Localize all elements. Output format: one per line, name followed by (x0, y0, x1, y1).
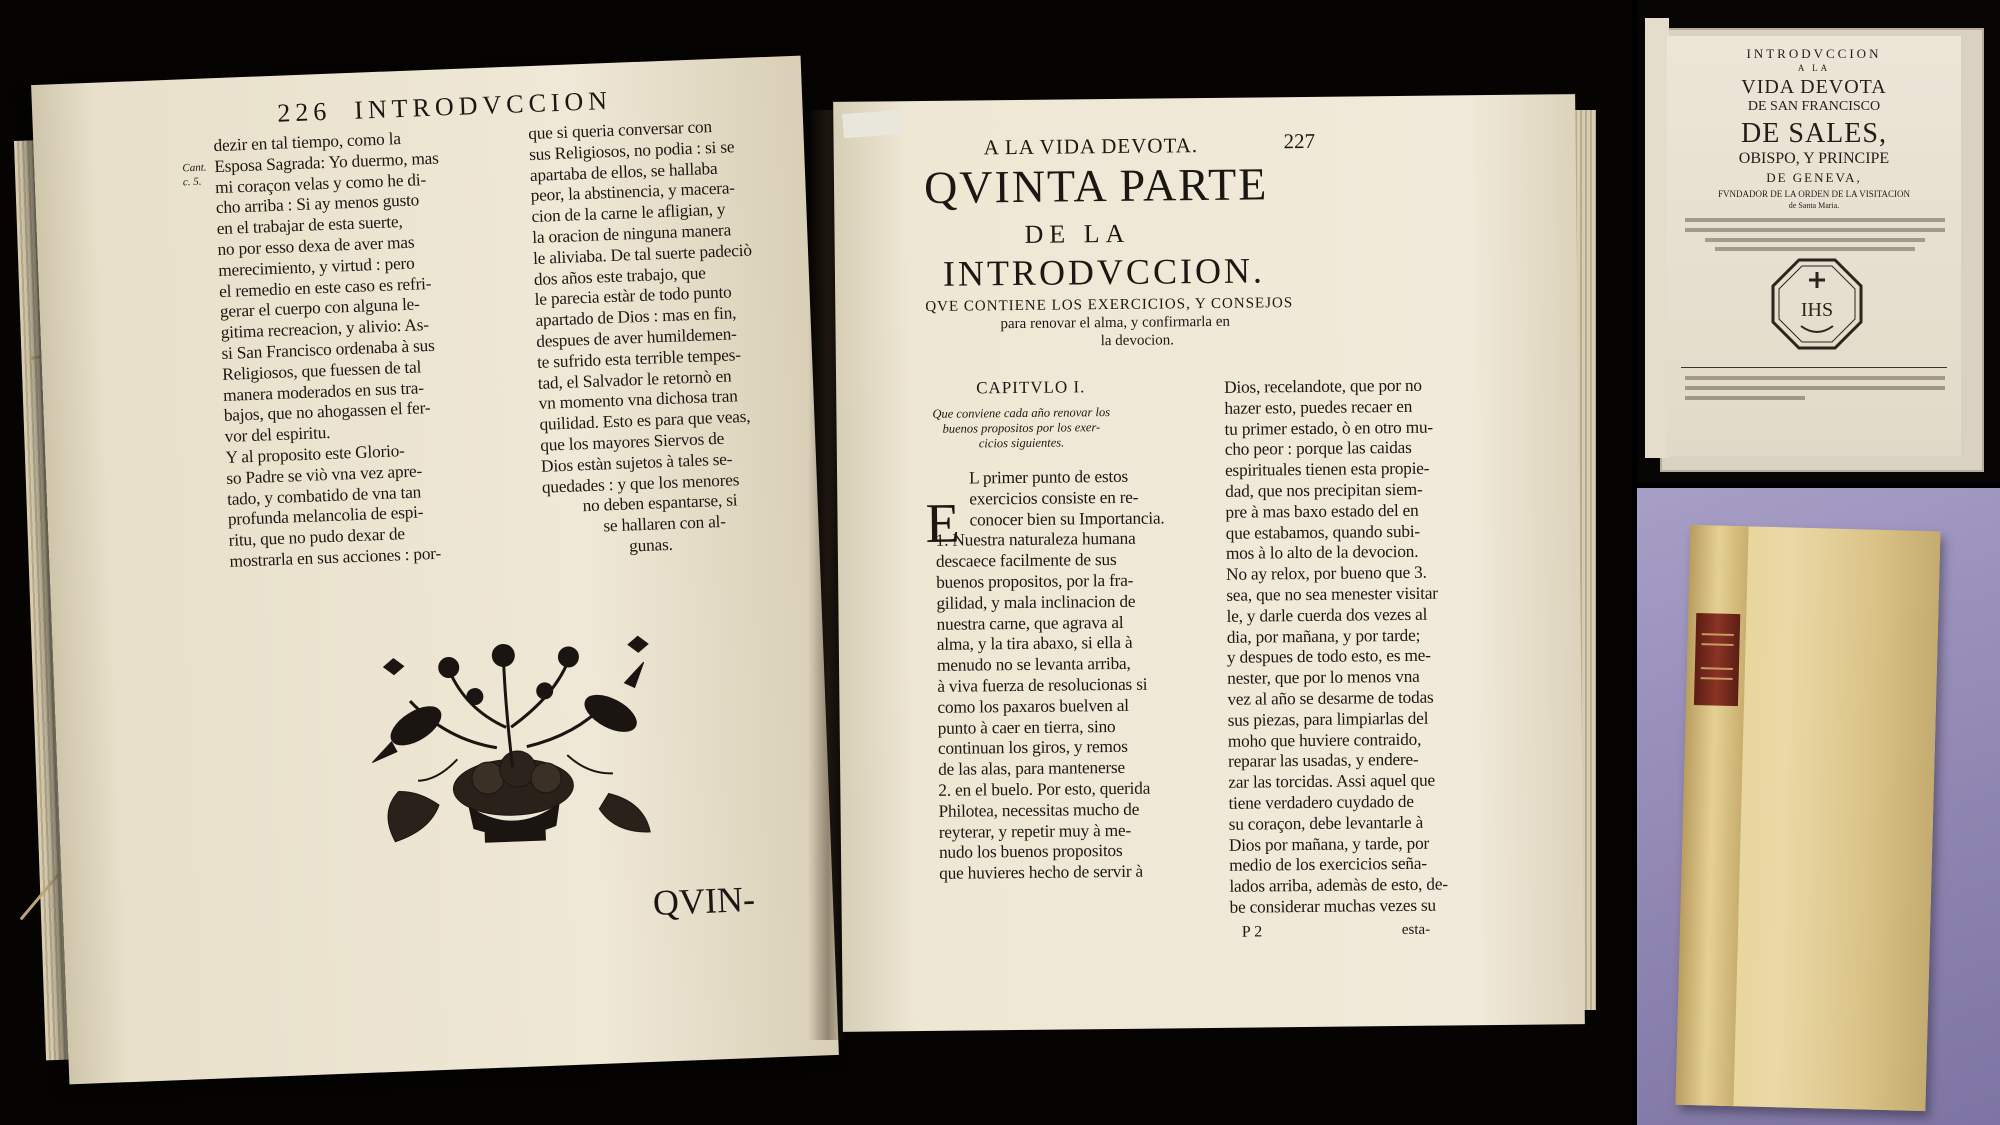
part-title: QVINTA PARTE (923, 158, 1269, 213)
text-column-left: dezir en tal tiempo, como la Esposa Sagrada: Yo duermo, mas mi coraçon velas y como he di- cho arriba : Si ay menos gusto en el trabajar de esta suerte, no por esso dexa de aver mas merecimiento, y virtud : pero el remedio en este caso es refri- gerar el cuerpo con alguna le- gitima recreacion, y alivio: As- si San Francisco ordenaba à sus Religiosos, que fuessen de tal manera moderados en sus tra- bajos, que no ahogassen el fer- vor del espiritu. Y al proposito este Glorio- so Padre se viò vna vez apre- tado, y combatido de vna tan profunda melancolia de espi- ritu, que no pudo dexar de mostrarla en sus acciones : por- (213, 129, 442, 571)
marginal-note: Cant. c. 5. (182, 161, 207, 189)
title-rule (1681, 367, 1947, 368)
chapter-summary: Que conviene cada año renovar los buenos propositos por los exer- cicios siguientes. (932, 405, 1111, 451)
title-line: DE SALES, (1741, 118, 1887, 149)
part-title-de-la: DE LA (1024, 218, 1131, 249)
title-page (1667, 36, 1961, 456)
left-page (31, 56, 839, 1085)
title-line: DE SAN FRANCISCO (1747, 99, 1881, 114)
title-line: DE GENEVA, (1766, 170, 1862, 185)
catchword: QVIN- (652, 878, 756, 923)
title-line: FVNDADOR DE LA ORDEN DE LA VISITACION (1717, 189, 1911, 199)
svg-text:IHS: IHS (1800, 299, 1834, 321)
part-subtitle: para renovar el alma, y confirmarla en (1000, 313, 1231, 333)
catchword: esta- (1401, 921, 1431, 939)
part-subtitle: QVE CONTIENE LOS EXERCICIOS, Y CONSEJOS (925, 295, 1294, 315)
running-head: 226 INTRODVCCION (276, 85, 613, 128)
fine-print-line (1685, 228, 1945, 232)
label-lettering (1702, 633, 1734, 636)
page-number: 227 (1283, 128, 1316, 154)
vellum-bound-book (1675, 525, 1940, 1111)
title-line: A LA (1797, 63, 1831, 73)
woodcut-flower-basket-ornament (353, 631, 671, 853)
book-spine-edge (1645, 18, 1669, 458)
title-page-photo (1637, 0, 2000, 483)
vellum-spine (1675, 525, 1748, 1106)
fine-print-line (1685, 396, 1805, 400)
title-line: OBISPO, Y PRINCIPE (1738, 150, 1890, 167)
drop-cap: E (925, 492, 961, 555)
vellum-binding-photo (1637, 488, 2000, 1125)
label-lettering (1701, 677, 1733, 680)
page-tab (842, 110, 904, 138)
fine-print-line (1685, 376, 1945, 380)
ihs-seal-emblem (1771, 258, 1863, 350)
text-column-right: que si queria conversar con sus Religiosos, no podia : si se apartaba de ellos, se hallaba peor, la abstinencia, y macera- cion de la carne le afligian, y la oracion de ninguna manera le aliviaba. De tal suerte padeciò dos años este trabajo, que le parecia estàr de todo punto apartado de Dios : mas en fin, despues de aver humildemen- te sufrido esta terrible tempes- tad, el Salvador le retornò en vn momento vna dichosa tran quilidad. Esto es para que veas, que los mayores Siervos de Dios estàn sujetos à tales se- quedades : y que los menores no deben espantarse, si se hallaren con al- gunas. (527, 117, 753, 556)
title-line: INTRODVCCION (1746, 46, 1882, 61)
label-lettering (1701, 643, 1733, 646)
right-page (833, 94, 1585, 1032)
signature-mark: P 2 (1241, 923, 1263, 941)
label-lettering (1701, 667, 1733, 670)
chapter-heading: CAPITVLO I. (976, 377, 1086, 398)
part-subtitle: la devocion. (1100, 332, 1175, 350)
spine-label (1694, 613, 1740, 706)
fine-print-line (1685, 386, 1945, 390)
text-column-right: Dios, recelandote, que por no hazer esto, puedes recaer en tu primer estado, ò en otro mu- cho peor : porque las caidas espirituales tienen esta propie- dad, que nos precipitan siem- pre à mas baxo estado del en que estabamos, quando subi- mos à lo alto de la devocion. No ay relox, por bueno que 3. sea, que no sea menester visitar le, y darle cuerda dos vezes al dia, por mañana, y por tarde; y despues de todo esto, es me- nester, que por lo menos vna vez al año se desarme de todas sus piezas, para limpiarlas del moho que huviere contraido, reparar las usadas, y endere- zar las torcidas. Assi aquel que tiene verdadero cuydado de su coraçon, debe levantarle à Dios por mañana, y tarde, por medio de los exercicios seña- lados arriba, ademàs de esto, de- be considerar muchas vezes su (1224, 375, 1448, 917)
part-title-introduccion: INTRODVCCION. (942, 250, 1266, 294)
running-head: A LA VIDA DEVOTA. (983, 133, 1199, 160)
text-column-left: L primer punto de estos exercicios consiste en re- conocer bien su Importancia. 1. Nuestra naturaleza humana descaece facilmente de sus buenos propositos, por la fra- gilidad, y mala inclinacion de nuestra carne, que agrava al alma, y la tira abaxo, si ella à menudo no se levanta arriba, à viva fuerza de resolucionas si como los paxaros buelven al punto à caer en tierra, sino continuan los giros, y remos de las alas, para mantenerse 2. en el buelo. Por esto, querida Philotea, necessitas mucho de reyterar, y repetir muy à me- nudo los buenos propositos que huvieres hecho de servir à (935, 466, 1165, 883)
title-line: de Santa Maria. (1788, 201, 1840, 210)
fine-print-line (1685, 218, 1945, 222)
fine-print-line (1715, 247, 1915, 251)
title-line: VIDA DEVOTA (1741, 76, 1887, 98)
fine-print-line (1705, 238, 1925, 242)
